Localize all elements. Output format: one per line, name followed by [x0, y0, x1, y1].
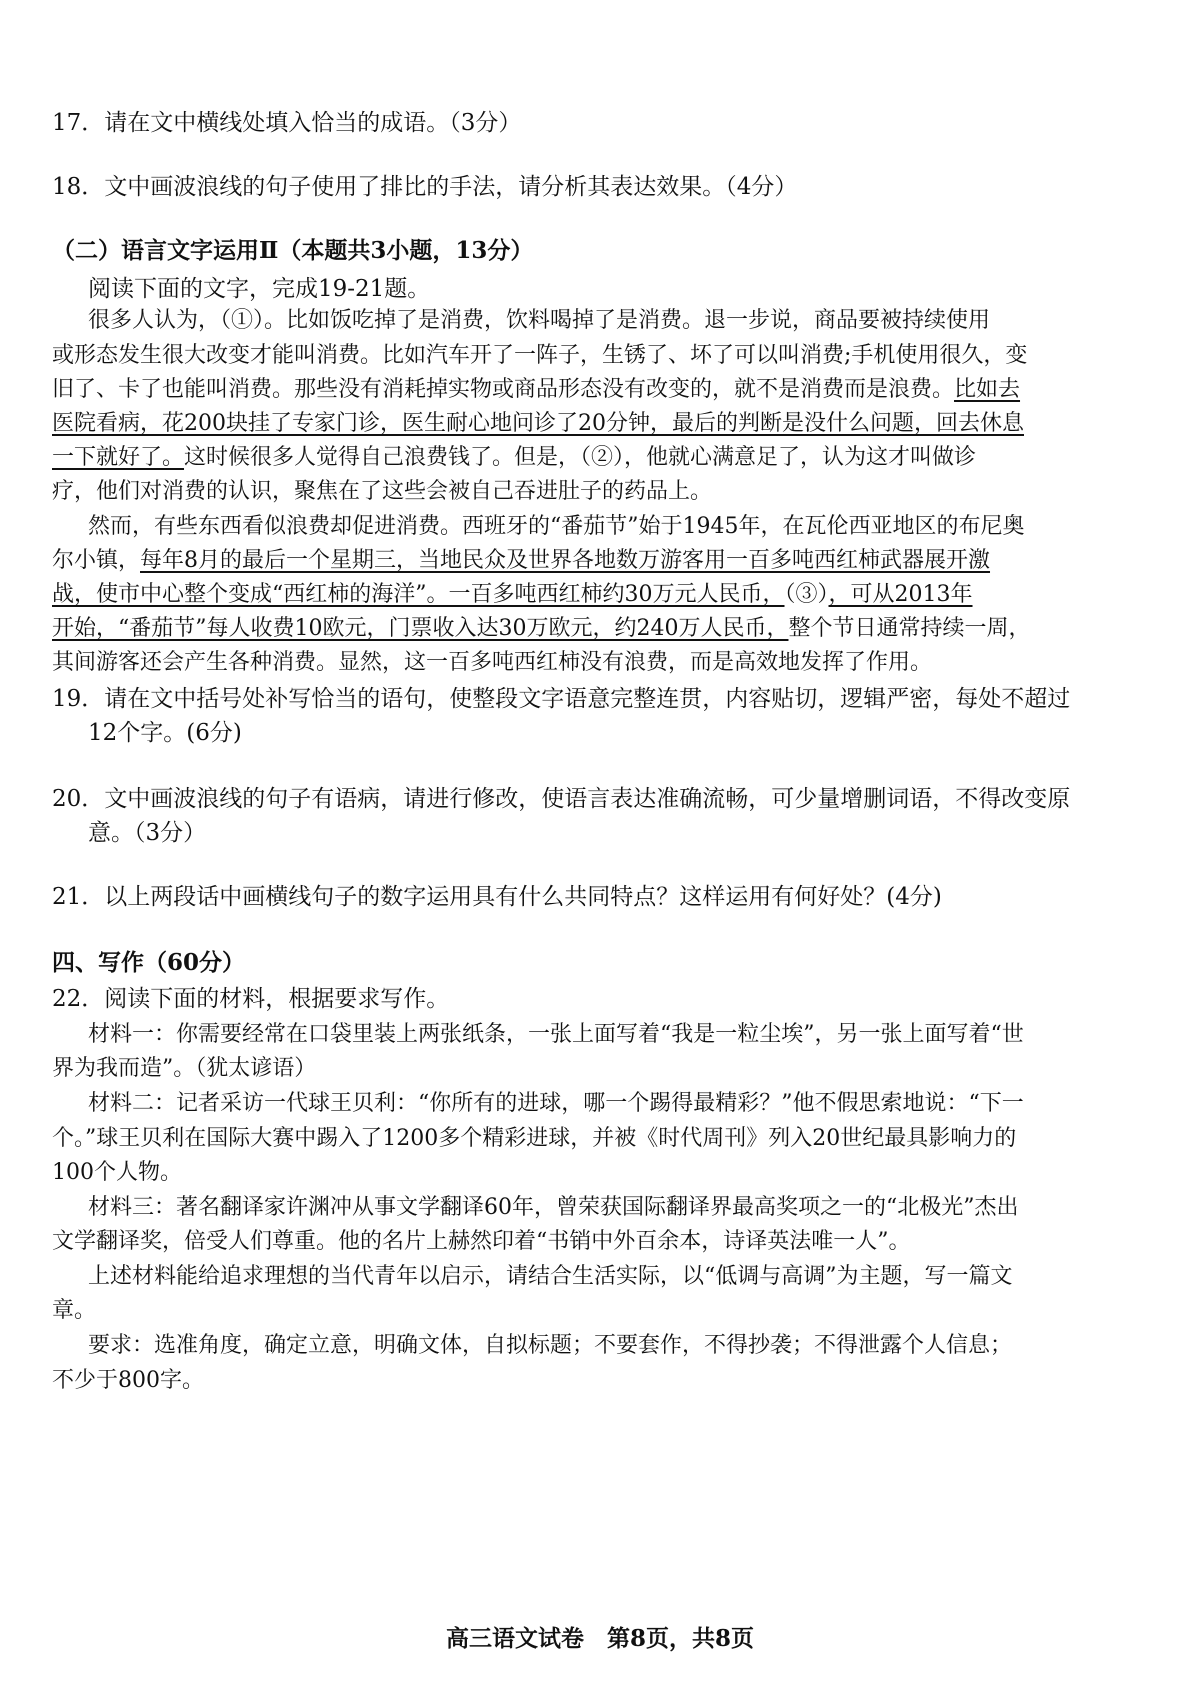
question-22: 22．阅读下面的材料，根据要求写作。 — [52, 986, 450, 1012]
passage-2-line-3 — [52, 580, 973, 610]
question-20: 20．文中画波浪线的句子有语病，请进行修改，使语言表达准确流畅，可少量增删词语，不得改变原 — [52, 786, 1071, 812]
passage-2-text-2: 整个节日通常持续一周， — [788, 616, 1031, 641]
question-19-cont: 12个字。(6分) — [88, 720, 242, 746]
question-20-cont: 意。（3分） — [88, 820, 207, 846]
underlined-sentence-1: 比如去 — [954, 377, 1021, 402]
question-17: 17．请在文中横线处填入恰当的成语。（3分） — [52, 110, 522, 136]
requirements-line-2: 不少于800字。 — [52, 1368, 204, 1393]
passage-2-line-5: 其间游客还会产生各种消费。显然，这一百多吨西红柿没有浪费，而是高效地发挥了作用。 — [52, 650, 933, 675]
question-19: 19．请在文中括号处补写恰当的语句，使整段文字语意完整连贯，内容贴切，逻辑严密，每处不超过 — [52, 686, 1071, 712]
requirements-line-1: 要求：选准角度，确定立意，明确文体，自拟标题；不要套作，不得抄袭；不得泄露个人信息； — [88, 1333, 1013, 1358]
material-2-line-2: 个。”球王贝利在国际大赛中踢入了1200多个精彩进球，并被《时代周刊》列入20世纪最具影响力的 — [52, 1126, 1017, 1151]
passage-2-line-1: 然而，有些东西看似浪费却促进消费。西班牙的“番茄节”始于1945年，在瓦伦西亚地区的布尼奥 — [88, 514, 1025, 539]
question-21: 21．以上两段话中画横线句子的数字运用具有什么共同特点？这样运用有何好处？(4分) — [52, 884, 942, 910]
material-3-line-1: 材料三：著名翻译家许渊冲从事文学翻译60年，曾荣获国际翻译界最高奖项之一的“北极光”杰出 — [88, 1195, 1019, 1220]
passage-1-line-1: 很多人认为，（①）。比如饭吃掉了是消费，饮料喝掉了是消费。退一步说，商品要被持续使用 — [88, 308, 991, 333]
passage-1-line-3 — [52, 375, 1020, 405]
passage-1-text-2: 这时候很多人觉得自己浪费钱了。但是，（②），他就心满意足了，认为这才叫做诊 — [184, 445, 977, 470]
underlined-sentence-2b: ，可从2013年 — [828, 582, 973, 607]
passage-1-line-2: 或形态发生很大改变才能叫消费。比如汽车开了一阵子，生锈了、坏了可以叫消费;手机使用很久，变 — [52, 343, 1028, 368]
passage-1-line-6: 疗，他们对消费的认识，聚焦在了这些会被自己吞进肚子的药品上。 — [52, 479, 713, 504]
section-2-intro: 阅读下面的文字，完成19-21题。 — [88, 276, 431, 302]
material-2-line-1: 材料二：记者采访一代球王贝利：“你所有的进球，哪一个踢得最精彩？”他不假思索地说：“下一 — [88, 1091, 1024, 1116]
wavy-sentence: 每年8月的最后一个星期三，当地民众及世界各地数万游客用一百多吨西红柿武器展开激 — [140, 548, 991, 573]
section-4-title: 四、写作（60分） — [52, 949, 246, 976]
underlined-sentence-1-cont: 医院看病，花200块挂了专家门诊，医生耐心地问诊了20分钟，最后的判断是没什么问题，回去休息 — [52, 411, 1024, 436]
task-line-2: 章。 — [52, 1298, 97, 1323]
underlined-sentence-2c: 开始，“番茄节”每人收费10欧元，门票收入达30万欧元，约240万人民币， — [52, 616, 789, 641]
passage-2-text: 尔小镇， — [52, 548, 141, 573]
question-18: 18．文中画波浪线的句子使用了排比的手法，请分析其表达效果。（4分） — [52, 174, 798, 200]
blank-3: （③） — [784, 582, 829, 607]
material-2-line-3: 100个人物。 — [52, 1160, 182, 1185]
page-footer: 高三语文试卷 第8页，共8页 — [445, 1625, 754, 1652]
passage-1-text: 旧了、卡了也能叫消费。那些没有消耗掉实物或商品形态没有改变的，就不是消费而是浪费。 — [52, 377, 955, 402]
passage-1-line-5 — [52, 443, 976, 473]
section-2-title: （二）语言文字运用Ⅱ（本题共3小题，13分） — [52, 237, 534, 264]
passage-2-line-4 — [52, 614, 1031, 644]
underlined-sentence-2: 战，使市中心整个变成“西红柿的海洋”。一百多吨西红柿约30万元人民币， — [52, 582, 785, 607]
material-3-line-2: 文学翻译奖，倍受人们尊重。他的名片上赫然印着“书销中外百余本，诗译英法唯一人”。 — [52, 1229, 911, 1254]
material-1-line-2: 界为我而造”。（犹太谚语） — [52, 1056, 317, 1081]
passage-2-line-2 — [52, 546, 990, 576]
material-1-line-1: 材料一：你需要经常在口袋里装上两张纸条，一张上面写着“我是一粒尘埃”，另一张上面写着“世 — [88, 1022, 1024, 1047]
underlined-sentence-1-end: 一下就好了。 — [52, 445, 185, 470]
task-line-1: 上述材料能给追求理想的当代青年以启示，请结合生活实际，以“低调与高调”为主题，写一篇文 — [88, 1264, 1013, 1289]
